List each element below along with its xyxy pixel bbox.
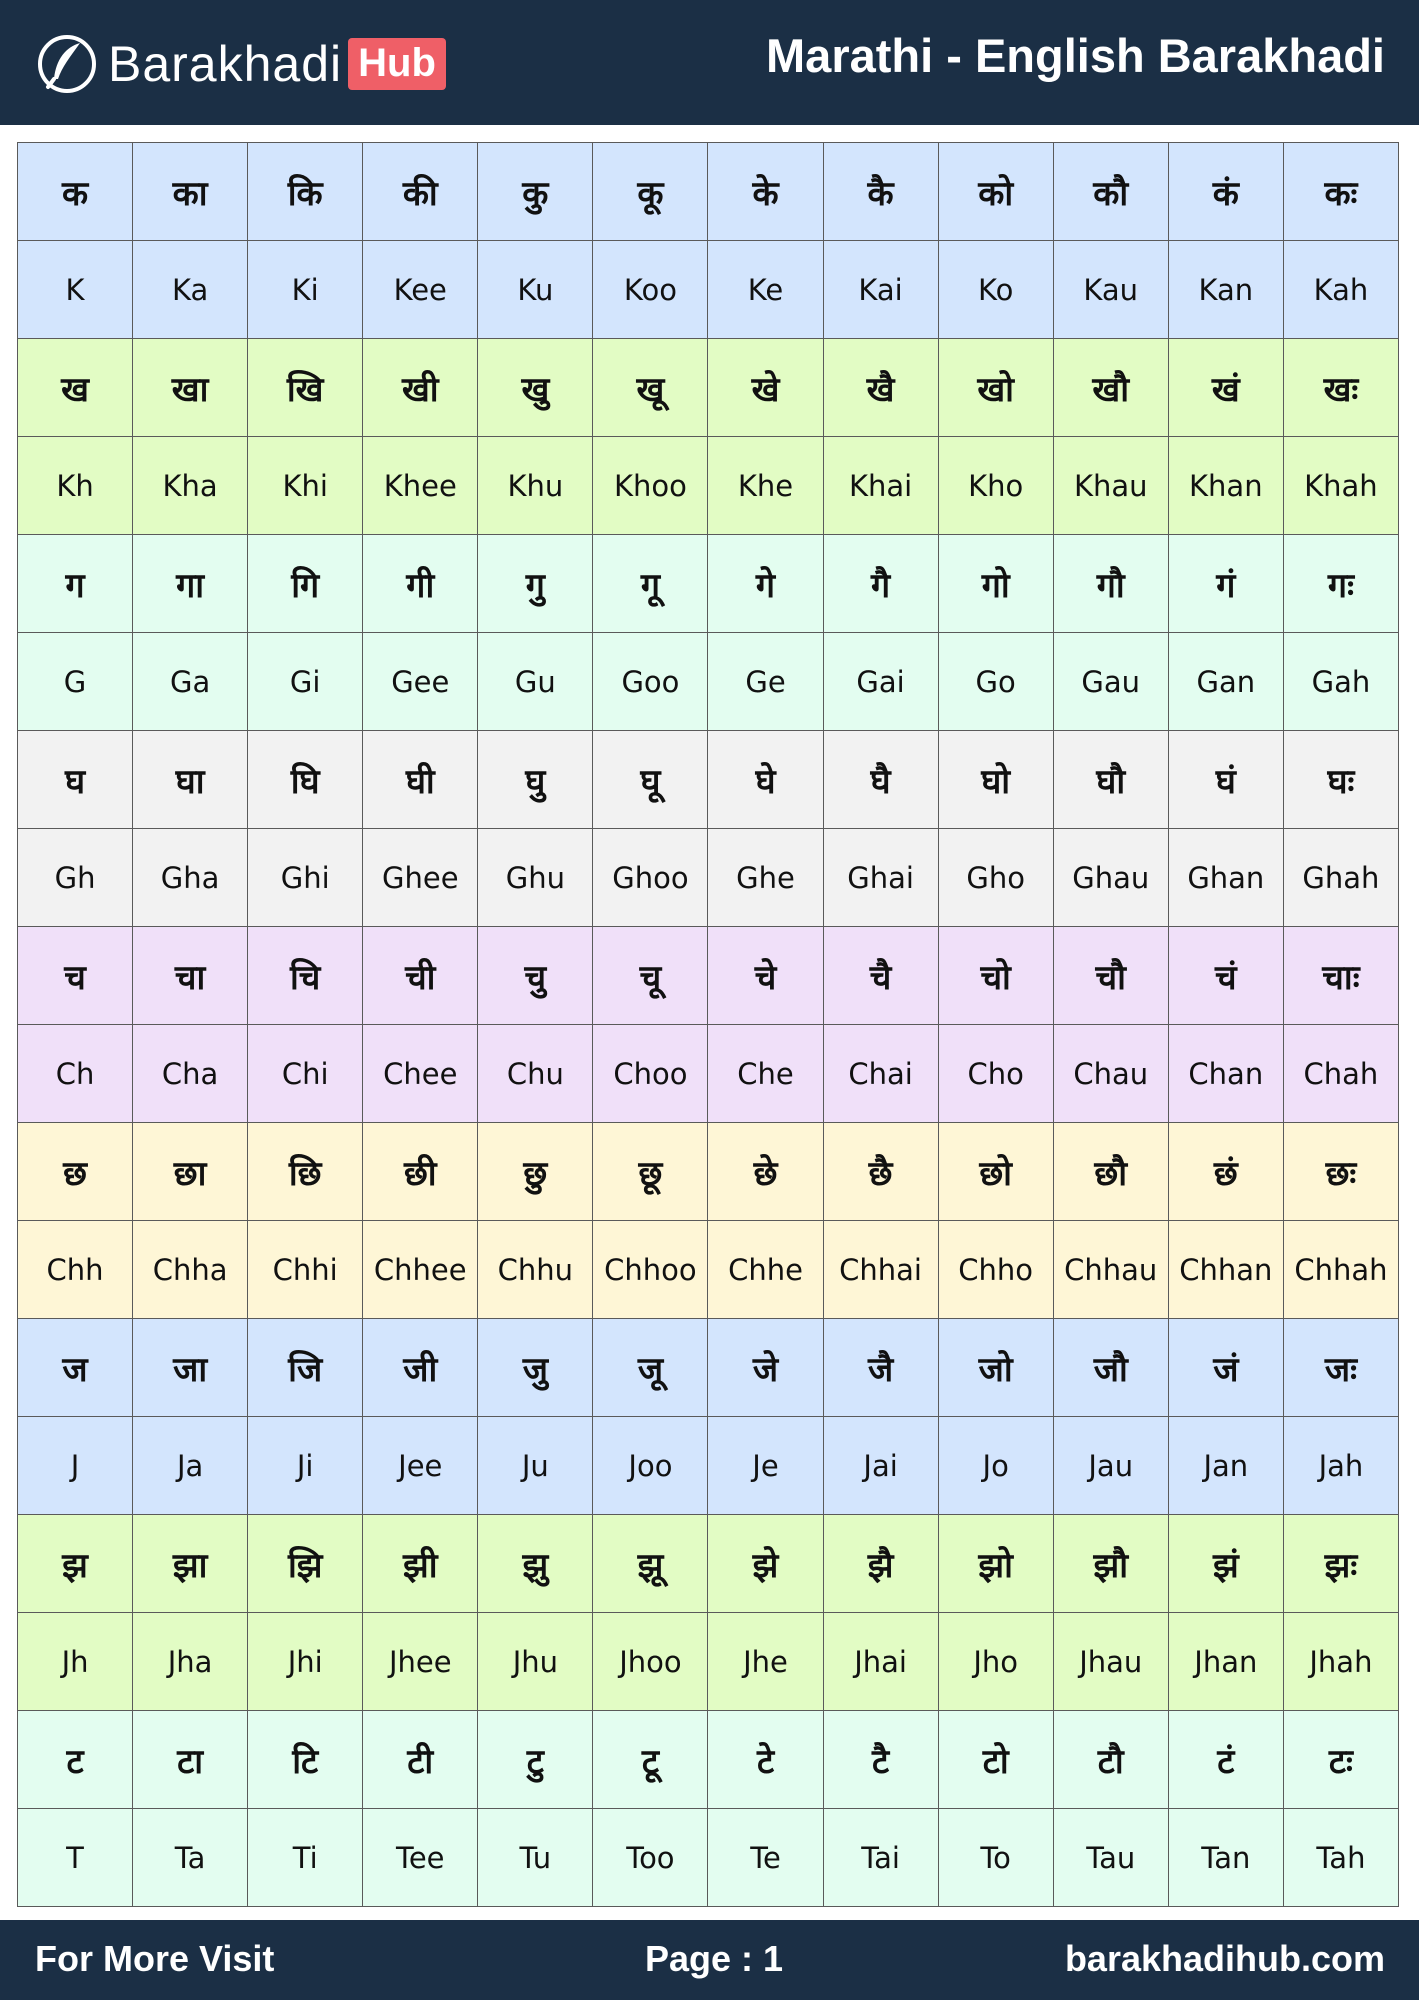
- transliteration-row: [18, 1809, 1399, 1907]
- devanagari-cell: घं: [1168, 731, 1283, 829]
- devanagari-cell: गु: [478, 535, 593, 633]
- transliteration-cell: Ti: [248, 1809, 363, 1907]
- devanagari-cell: कि: [248, 143, 363, 241]
- devanagari-cell: खी: [363, 339, 478, 437]
- devanagari-cell: झ: [18, 1515, 133, 1613]
- transliteration-cell: Jho: [938, 1613, 1053, 1711]
- transliteration-cell: Jau: [1053, 1417, 1168, 1515]
- transliteration-cell: Tah: [1283, 1809, 1398, 1907]
- transliteration-cell: Jhee: [363, 1613, 478, 1711]
- devanagari-cell: छै: [823, 1123, 938, 1221]
- transliteration-cell: Go: [938, 633, 1053, 731]
- transliteration-cell: Gha: [133, 829, 248, 927]
- devanagari-cell: चै: [823, 927, 938, 1025]
- devanagari-cell: खु: [478, 339, 593, 437]
- devanagari-cell: जी: [363, 1319, 478, 1417]
- devanagari-cell: घा: [133, 731, 248, 829]
- devanagari-row: [18, 143, 1399, 241]
- devanagari-cell: कु: [478, 143, 593, 241]
- transliteration-cell: Khu: [478, 437, 593, 535]
- devanagari-cell: छः: [1283, 1123, 1398, 1221]
- transliteration-cell: Gai: [823, 633, 938, 731]
- devanagari-cell: जं: [1168, 1319, 1283, 1417]
- transliteration-cell: Chee: [363, 1025, 478, 1123]
- devanagari-cell: झी: [363, 1515, 478, 1613]
- devanagari-cell: झि: [248, 1515, 363, 1613]
- devanagari-cell: घु: [478, 731, 593, 829]
- devanagari-cell: जू: [593, 1319, 708, 1417]
- devanagari-row: [18, 731, 1399, 829]
- transliteration-cell: Cho: [938, 1025, 1053, 1123]
- devanagari-cell: झं: [1168, 1515, 1283, 1613]
- devanagari-cell: घौ: [1053, 731, 1168, 829]
- devanagari-cell: टः: [1283, 1711, 1398, 1809]
- transliteration-cell: Chi: [248, 1025, 363, 1123]
- devanagari-cell: घै: [823, 731, 938, 829]
- site-logo[interactable]: [36, 30, 446, 98]
- devanagari-cell: टै: [823, 1711, 938, 1809]
- devanagari-cell: छी: [363, 1123, 478, 1221]
- devanagari-cell: जै: [823, 1319, 938, 1417]
- transliteration-cell: Chhi: [248, 1221, 363, 1319]
- transliteration-cell: Ji: [248, 1417, 363, 1515]
- transliteration-cell: Jha: [133, 1613, 248, 1711]
- devanagari-cell: गं: [1168, 535, 1283, 633]
- transliteration-cell: Jah: [1283, 1417, 1398, 1515]
- transliteration-cell: G: [18, 633, 133, 731]
- devanagari-cell: खः: [1283, 339, 1398, 437]
- devanagari-cell: छु: [478, 1123, 593, 1221]
- transliteration-cell: Kee: [363, 241, 478, 339]
- transliteration-cell: Khe: [708, 437, 823, 535]
- transliteration-row: [18, 829, 1399, 927]
- devanagari-cell: चं: [1168, 927, 1283, 1025]
- transliteration-cell: Tai: [823, 1809, 938, 1907]
- transliteration-cell: Ghee: [363, 829, 478, 927]
- transliteration-cell: Gau: [1053, 633, 1168, 731]
- transliteration-cell: Joo: [593, 1417, 708, 1515]
- devanagari-cell: गि: [248, 535, 363, 633]
- transliteration-cell: Che: [708, 1025, 823, 1123]
- transliteration-row: [18, 241, 1399, 339]
- devanagari-cell: टे: [708, 1711, 823, 1809]
- devanagari-cell: कं: [1168, 143, 1283, 241]
- devanagari-cell: गो: [938, 535, 1053, 633]
- transliteration-cell: Jhai: [823, 1613, 938, 1711]
- devanagari-cell: झौ: [1053, 1515, 1168, 1613]
- transliteration-cell: Chho: [938, 1221, 1053, 1319]
- devanagari-row: [18, 1123, 1399, 1221]
- devanagari-cell: गै: [823, 535, 938, 633]
- transliteration-cell: Jhoo: [593, 1613, 708, 1711]
- transliteration-cell: Gan: [1168, 633, 1283, 731]
- devanagari-cell: को: [938, 143, 1053, 241]
- transliteration-cell: Chhau: [1053, 1221, 1168, 1319]
- transliteration-cell: Kho: [938, 437, 1053, 535]
- devanagari-row: [18, 927, 1399, 1025]
- transliteration-cell: Chu: [478, 1025, 593, 1123]
- transliteration-cell: Gh: [18, 829, 133, 927]
- devanagari-cell: ख: [18, 339, 133, 437]
- devanagari-cell: छू: [593, 1123, 708, 1221]
- devanagari-cell: ज: [18, 1319, 133, 1417]
- devanagari-cell: कः: [1283, 143, 1398, 241]
- devanagari-cell: खं: [1168, 339, 1283, 437]
- transliteration-cell: T: [18, 1809, 133, 1907]
- transliteration-cell: Ghu: [478, 829, 593, 927]
- devanagari-cell: क: [18, 143, 133, 241]
- transliteration-cell: Ch: [18, 1025, 133, 1123]
- transliteration-cell: Ge: [708, 633, 823, 731]
- transliteration-cell: Chhan: [1168, 1221, 1283, 1319]
- devanagari-cell: खौ: [1053, 339, 1168, 437]
- transliteration-cell: Chh: [18, 1221, 133, 1319]
- devanagari-cell: कै: [823, 143, 938, 241]
- transliteration-cell: Khi: [248, 437, 363, 535]
- devanagari-cell: छो: [938, 1123, 1053, 1221]
- devanagari-cell: गौ: [1053, 535, 1168, 633]
- transliteration-cell: Tau: [1053, 1809, 1168, 1907]
- devanagari-cell: च: [18, 927, 133, 1025]
- devanagari-cell: चु: [478, 927, 593, 1025]
- page-footer: [0, 1920, 1419, 2000]
- transliteration-cell: Tu: [478, 1809, 593, 1907]
- transliteration-cell: Ko: [938, 241, 1053, 339]
- devanagari-cell: घि: [248, 731, 363, 829]
- transliteration-cell: Chau: [1053, 1025, 1168, 1123]
- transliteration-cell: Ki: [248, 241, 363, 339]
- transliteration-cell: Khoo: [593, 437, 708, 535]
- transliteration-cell: Ta: [133, 1809, 248, 1907]
- transliteration-cell: Khee: [363, 437, 478, 535]
- transliteration-cell: K: [18, 241, 133, 339]
- transliteration-cell: Kai: [823, 241, 938, 339]
- transliteration-cell: Jo: [938, 1417, 1053, 1515]
- transliteration-cell: Ghan: [1168, 829, 1283, 927]
- transliteration-cell: Ghah: [1283, 829, 1398, 927]
- devanagari-cell: जौ: [1053, 1319, 1168, 1417]
- devanagari-cell: टौ: [1053, 1711, 1168, 1809]
- transliteration-row: [18, 633, 1399, 731]
- transliteration-cell: Khai: [823, 437, 938, 535]
- devanagari-cell: गा: [133, 535, 248, 633]
- devanagari-cell: गः: [1283, 535, 1398, 633]
- transliteration-cell: Koo: [593, 241, 708, 339]
- devanagari-cell: ट: [18, 1711, 133, 1809]
- transliteration-cell: Jhu: [478, 1613, 593, 1711]
- footer-website-link[interactable]: barakhadihub.com: [1064, 1938, 1385, 1979]
- devanagari-cell: झा: [133, 1515, 248, 1613]
- devanagari-cell: जु: [478, 1319, 593, 1417]
- devanagari-cell: चू: [593, 927, 708, 1025]
- devanagari-cell: कौ: [1053, 143, 1168, 241]
- page-number: Page : 1: [645, 1938, 784, 1979]
- transliteration-cell: Gi: [248, 633, 363, 731]
- devanagari-cell: चे: [708, 927, 823, 1025]
- devanagari-cell: टि: [248, 1711, 363, 1809]
- transliteration-cell: Gah: [1283, 633, 1398, 731]
- devanagari-cell: टं: [1168, 1711, 1283, 1809]
- devanagari-cell: खि: [248, 339, 363, 437]
- devanagari-cell: जा: [133, 1319, 248, 1417]
- devanagari-cell: खो: [938, 339, 1053, 437]
- transliteration-cell: Ga: [133, 633, 248, 731]
- transliteration-cell: J: [18, 1417, 133, 1515]
- devanagari-cell: के: [708, 143, 823, 241]
- devanagari-row: [18, 1711, 1399, 1809]
- transliteration-cell: Jh: [18, 1613, 133, 1711]
- devanagari-cell: घः: [1283, 731, 1398, 829]
- transliteration-cell: Khau: [1053, 437, 1168, 535]
- transliteration-cell: Tan: [1168, 1809, 1283, 1907]
- devanagari-cell: की: [363, 143, 478, 241]
- transliteration-cell: Ghi: [248, 829, 363, 927]
- devanagari-cell: छा: [133, 1123, 248, 1221]
- transliteration-cell: Chhah: [1283, 1221, 1398, 1319]
- transliteration-cell: Gho: [938, 829, 1053, 927]
- devanagari-cell: ग: [18, 535, 133, 633]
- devanagari-cell: चो: [938, 927, 1053, 1025]
- transliteration-cell: Gee: [363, 633, 478, 731]
- devanagari-cell: खा: [133, 339, 248, 437]
- transliteration-cell: Ghai: [823, 829, 938, 927]
- transliteration-cell: Ju: [478, 1417, 593, 1515]
- devanagari-row: [18, 339, 1399, 437]
- transliteration-cell: Chhoo: [593, 1221, 708, 1319]
- transliteration-cell: Khah: [1283, 437, 1398, 535]
- devanagari-cell: जो: [938, 1319, 1053, 1417]
- devanagari-cell: छ: [18, 1123, 133, 1221]
- transliteration-cell: Ke: [708, 241, 823, 339]
- page-title: Marathi - English Barakhadi: [766, 29, 1385, 82]
- devanagari-cell: टू: [593, 1711, 708, 1809]
- transliteration-cell: Chhai: [823, 1221, 938, 1319]
- transliteration-cell: Chhee: [363, 1221, 478, 1319]
- devanagari-cell: खे: [708, 339, 823, 437]
- transliteration-cell: Kha: [133, 437, 248, 535]
- devanagari-cell: टु: [478, 1711, 593, 1809]
- transliteration-cell: Kh: [18, 437, 133, 535]
- devanagari-cell: झः: [1283, 1515, 1398, 1613]
- transliteration-cell: Chhu: [478, 1221, 593, 1319]
- transliteration-cell: Ghe: [708, 829, 823, 927]
- devanagari-cell: छे: [708, 1123, 823, 1221]
- transliteration-cell: Too: [593, 1809, 708, 1907]
- devanagari-cell: झो: [938, 1515, 1053, 1613]
- transliteration-cell: Goo: [593, 633, 708, 731]
- devanagari-cell: घ: [18, 731, 133, 829]
- transliteration-cell: Chhe: [708, 1221, 823, 1319]
- transliteration-cell: Ja: [133, 1417, 248, 1515]
- devanagari-cell: घे: [708, 731, 823, 829]
- transliteration-cell: Tee: [363, 1809, 478, 1907]
- devanagari-cell: चि: [248, 927, 363, 1025]
- transliteration-cell: Khan: [1168, 437, 1283, 535]
- transliteration-cell: Ghoo: [593, 829, 708, 927]
- transliteration-row: [18, 1221, 1399, 1319]
- barakhadi-table: [17, 142, 1399, 1907]
- transliteration-row: [18, 1025, 1399, 1123]
- feather-pen-icon: [36, 33, 98, 95]
- transliteration-cell: Ka: [133, 241, 248, 339]
- transliteration-cell: Cha: [133, 1025, 248, 1123]
- transliteration-row: [18, 1613, 1399, 1711]
- transliteration-cell: Ku: [478, 241, 593, 339]
- transliteration-cell: Ghau: [1053, 829, 1168, 927]
- devanagari-row: [18, 535, 1399, 633]
- devanagari-cell: झै: [823, 1515, 938, 1613]
- transliteration-cell: Chha: [133, 1221, 248, 1319]
- devanagari-cell: घो: [938, 731, 1053, 829]
- transliteration-cell: Jhe: [708, 1613, 823, 1711]
- devanagari-cell: खै: [823, 339, 938, 437]
- devanagari-cell: चाः: [1283, 927, 1398, 1025]
- transliteration-cell: Chan: [1168, 1025, 1283, 1123]
- transliteration-cell: To: [938, 1809, 1053, 1907]
- devanagari-cell: टो: [938, 1711, 1053, 1809]
- devanagari-cell: छं: [1168, 1123, 1283, 1221]
- transliteration-cell: Chah: [1283, 1025, 1398, 1123]
- devanagari-cell: खू: [593, 339, 708, 437]
- transliteration-cell: Jee: [363, 1417, 478, 1515]
- transliteration-cell: Kan: [1168, 241, 1283, 339]
- devanagari-cell: गी: [363, 535, 478, 633]
- devanagari-cell: झु: [478, 1515, 593, 1613]
- transliteration-cell: Gu: [478, 633, 593, 731]
- page-header: [0, 0, 1419, 125]
- transliteration-cell: Jhi: [248, 1613, 363, 1711]
- transliteration-cell: Jan: [1168, 1417, 1283, 1515]
- devanagari-row: [18, 1515, 1399, 1613]
- devanagari-cell: छि: [248, 1123, 363, 1221]
- devanagari-cell: गू: [593, 535, 708, 633]
- devanagari-cell: टी: [363, 1711, 478, 1809]
- devanagari-cell: गे: [708, 535, 823, 633]
- transliteration-cell: Choo: [593, 1025, 708, 1123]
- footer-visit-label: For More Visit: [35, 1938, 275, 1979]
- transliteration-row: [18, 1417, 1399, 1515]
- transliteration-cell: Je: [708, 1417, 823, 1515]
- transliteration-row: [18, 437, 1399, 535]
- logo-badge: Hub: [348, 38, 446, 90]
- devanagari-cell: टा: [133, 1711, 248, 1809]
- transliteration-cell: Jai: [823, 1417, 938, 1515]
- devanagari-cell: झू: [593, 1515, 708, 1613]
- devanagari-row: [18, 1319, 1399, 1417]
- devanagari-cell: कू: [593, 143, 708, 241]
- transliteration-cell: Kau: [1053, 241, 1168, 339]
- transliteration-cell: Chai: [823, 1025, 938, 1123]
- devanagari-cell: का: [133, 143, 248, 241]
- devanagari-cell: घी: [363, 731, 478, 829]
- transliteration-cell: Kah: [1283, 241, 1398, 339]
- transliteration-cell: Jhah: [1283, 1613, 1398, 1711]
- transliteration-cell: Te: [708, 1809, 823, 1907]
- devanagari-cell: जि: [248, 1319, 363, 1417]
- devanagari-cell: झे: [708, 1515, 823, 1613]
- devanagari-cell: छौ: [1053, 1123, 1168, 1221]
- devanagari-cell: चा: [133, 927, 248, 1025]
- logo-text: Barakhadi: [108, 36, 343, 92]
- devanagari-cell: घू: [593, 731, 708, 829]
- devanagari-cell: चौ: [1053, 927, 1168, 1025]
- devanagari-cell: जे: [708, 1319, 823, 1417]
- transliteration-cell: Jhau: [1053, 1613, 1168, 1711]
- devanagari-cell: ची: [363, 927, 478, 1025]
- transliteration-cell: Jhan: [1168, 1613, 1283, 1711]
- devanagari-cell: जः: [1283, 1319, 1398, 1417]
